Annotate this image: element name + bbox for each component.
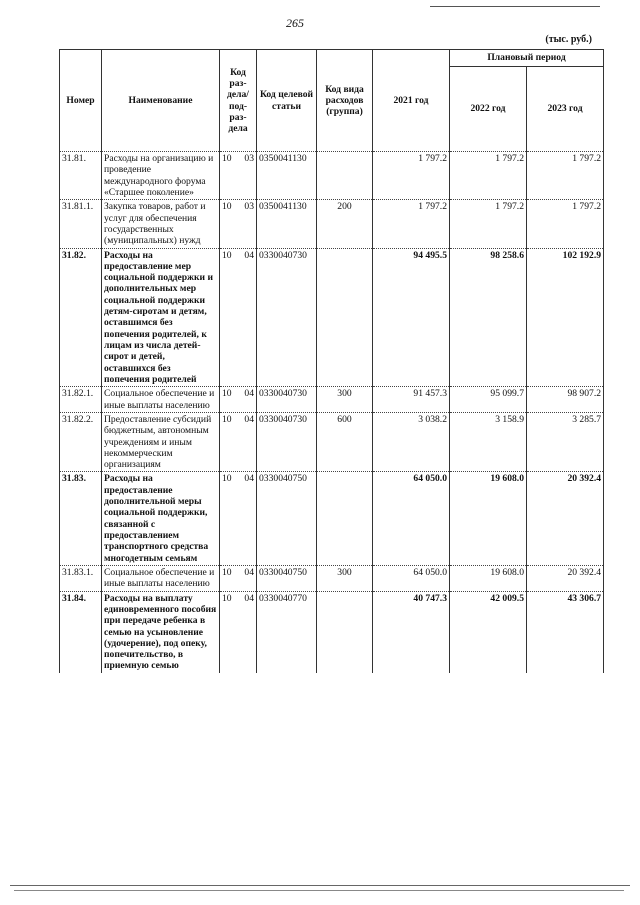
row-amount-2021: 1 797.2 [373, 152, 450, 200]
row-name: Расходы на предоставление дополнительной меры социальной поддержки, связанной с предоставлением транспортного средства многодетным семьям [102, 472, 220, 566]
page-number: 265 [286, 16, 304, 30]
row-amount-2022: 1 797.2 [450, 200, 527, 248]
row-razdel [220, 412, 257, 472]
table-row [60, 248, 604, 387]
row-razdel [220, 565, 257, 591]
row-expense-type: 300 [317, 387, 373, 413]
bottom-rule [10, 885, 630, 886]
header-razdel: Код раз-дела/ под-раз-дела [220, 50, 257, 152]
table-header [60, 50, 604, 152]
row-razdel [220, 472, 257, 566]
row-amount-2022: 42 009.5 [450, 591, 527, 673]
row-name: Расходы на предоставление мер социальной поддержки и дополнительных мер социальной поддержки детям-сиротам и детям, оставшимся без попечения родителей, к лицам из числа детей-сирот и детей, оставшихся без попечения родителей [102, 248, 220, 387]
row-amount-2022: 19 608.0 [450, 472, 527, 566]
row-razdel [220, 591, 257, 673]
row-number: 31.83. [60, 472, 102, 566]
row-podrazdel-code: 04 [244, 249, 254, 261]
row-expense-type [317, 152, 373, 200]
header-target-code: Код целевой статьи [257, 50, 317, 152]
row-target-code: 0330040730 [257, 387, 317, 413]
row-amount-2023: 20 392.4 [527, 565, 604, 591]
row-amount-2021: 91 457.3 [373, 387, 450, 413]
table-row [60, 591, 604, 673]
header-year-2022: 2022 год [450, 67, 527, 152]
row-number: 31.82. [60, 248, 102, 387]
row-amount-2023: 43 306.7 [527, 591, 604, 673]
row-razdel-code: 10 [222, 249, 232, 261]
row-podrazdel-code: 04 [244, 413, 254, 425]
row-target-code: 0350041130 [257, 152, 317, 200]
table-row [60, 565, 604, 591]
row-target-code: 0330040750 [257, 472, 317, 566]
row-amount-2022: 3 158.9 [450, 412, 527, 472]
row-razdel-code: 10 [222, 566, 232, 578]
row-number: 31.84. [60, 591, 102, 673]
row-amount-2021: 64 050.0 [373, 472, 450, 566]
row-razdel [220, 152, 257, 200]
row-razdel [220, 200, 257, 248]
row-expense-type: 300 [317, 565, 373, 591]
row-podrazdel-code: 04 [244, 473, 254, 485]
row-podrazdel-code: 04 [244, 592, 254, 604]
row-number: 31.81. [60, 152, 102, 200]
row-amount-2023: 98 907.2 [527, 387, 604, 413]
top-rule [430, 6, 600, 7]
header-number: Номер [60, 50, 102, 152]
row-razdel [220, 387, 257, 413]
row-expense-type: 600 [317, 412, 373, 472]
row-name: Социальное обеспечение и иные выплаты населению [102, 565, 220, 591]
row-razdel-code: 10 [222, 201, 232, 213]
row-amount-2023: 1 797.2 [527, 152, 604, 200]
row-amount-2023: 20 392.4 [527, 472, 604, 566]
row-razdel-code: 10 [222, 413, 232, 425]
row-expense-type [317, 591, 373, 673]
row-amount-2021: 3 038.2 [373, 412, 450, 472]
row-number: 31.82.2. [60, 412, 102, 472]
header-expense-type: Код вида расходов (группа) [317, 50, 373, 152]
row-amount-2021: 94 495.5 [373, 248, 450, 387]
row-target-code: 0330040770 [257, 591, 317, 673]
row-amount-2021: 40 747.3 [373, 591, 450, 673]
row-amount-2022: 95 099.7 [450, 387, 527, 413]
row-razdel-code: 10 [222, 592, 232, 604]
table-body [60, 152, 604, 673]
row-amount-2021: 64 050.0 [373, 565, 450, 591]
table-row [60, 152, 604, 200]
row-number: 31.83.1. [60, 565, 102, 591]
header-name: Наименование [102, 50, 220, 152]
table-row [60, 472, 604, 566]
table-row [60, 387, 604, 413]
row-expense-type [317, 248, 373, 387]
row-amount-2023: 3 285.7 [527, 412, 604, 472]
header-plan-period: Плановый период [450, 50, 604, 67]
row-amount-2023: 102 192.9 [527, 248, 604, 387]
bottom-rule-secondary [14, 890, 624, 891]
row-name: Социальное обеспечение и иные выплаты населению [102, 387, 220, 413]
row-podrazdel-code: 03 [244, 153, 254, 164]
row-amount-2023: 1 797.2 [527, 200, 604, 248]
row-expense-type [317, 472, 373, 566]
row-podrazdel-code: 04 [244, 388, 254, 400]
row-name: Предоставление субсидий бюджетным, автономным учреждениям и иным некоммерческим организациям [102, 412, 220, 472]
row-amount-2021: 1 797.2 [373, 200, 450, 248]
row-amount-2022: 98 258.6 [450, 248, 527, 387]
budget-table [59, 49, 604, 673]
row-amount-2022: 19 608.0 [450, 565, 527, 591]
row-name: Расходы на выплату единовременного пособия при передаче ребенка в семью на усыновление (удочерение), под опеку, попечительство, в приемную семью [102, 591, 220, 673]
row-name: Закупка товаров, работ и услуг для обеспечения государственных (муниципальных) нужд [102, 200, 220, 248]
row-razdel [220, 248, 257, 387]
row-podrazdel-code: 04 [244, 566, 254, 578]
row-podrazdel-code: 03 [244, 201, 254, 213]
table-row [60, 200, 604, 248]
row-target-code: 0330040730 [257, 412, 317, 472]
header-year-2023: 2023 год [527, 67, 604, 152]
row-razdel-code: 10 [222, 153, 232, 164]
table-row [60, 412, 604, 472]
row-number: 31.81.1. [60, 200, 102, 248]
row-target-code: 0330040730 [257, 248, 317, 387]
row-expense-type: 200 [317, 200, 373, 248]
row-razdel-code: 10 [222, 473, 232, 485]
header-year-2021: 2021 год [373, 50, 450, 152]
row-target-code: 0330040750 [257, 565, 317, 591]
units-label: (тыс. руб.) [545, 34, 592, 45]
row-name: Расходы на организацию и проведение международного форума «Старшее поколение» [102, 152, 220, 200]
row-razdel-code: 10 [222, 388, 232, 400]
row-number: 31.82.1. [60, 387, 102, 413]
row-target-code: 0350041130 [257, 200, 317, 248]
row-amount-2022: 1 797.2 [450, 152, 527, 200]
